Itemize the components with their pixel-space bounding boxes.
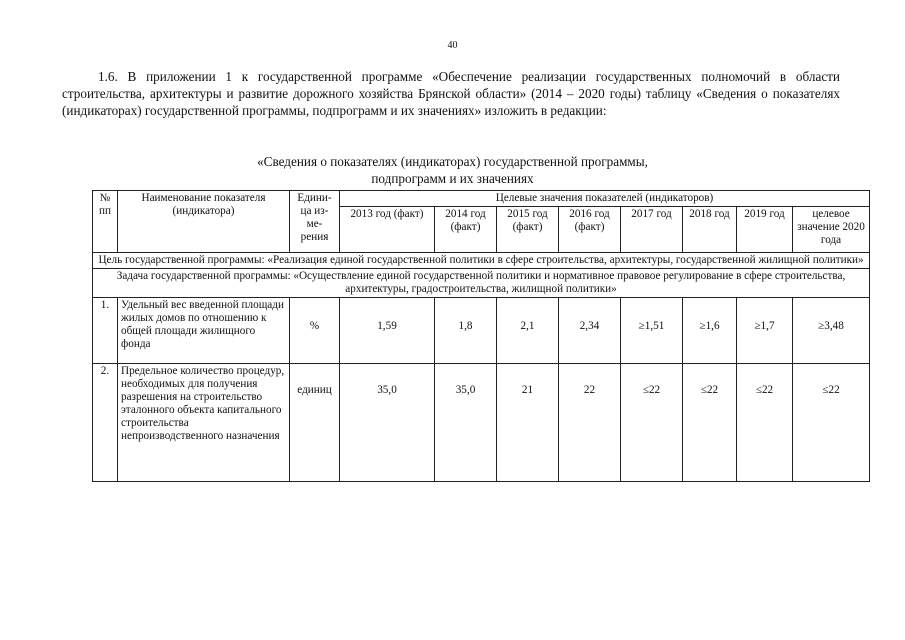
row-num: 2.	[93, 364, 118, 482]
row-name: Предельное количество процедур, необходимых для получения разрешения на строительство эталонного объекта капитального строительства непроизводственного назначения	[118, 364, 290, 482]
indicators-table	[92, 190, 870, 482]
value-cell: 21	[497, 364, 559, 482]
caption-line-1: «Сведения о показателях (индикаторах) государственной программы,	[257, 154, 648, 169]
value-cell: 1,59	[340, 298, 435, 364]
value-cell: ≤22	[737, 364, 793, 482]
value-cell: ≥1,7	[737, 298, 793, 364]
task-text: Задача государственной программы: «Осуществление единой государственной политики и нормативное правовое регулирование в сфере строительства, архитектуры, градостроительства, жилищной политики»	[93, 269, 870, 298]
value-cell: ≤22	[683, 364, 737, 482]
table-caption	[0, 153, 905, 187]
value-cell: ≥1,51	[621, 298, 683, 364]
header-target-values: Целевые значения показателей (индикаторов)	[340, 191, 870, 207]
row-unit: %	[290, 298, 340, 364]
intro-paragraph: 1.6. В приложении 1 к государственной программе «Обеспечение реализации государственных полномочий в области строительства, архитектуры и развитие дорожного хозяйства Брянской области» (2014 – 2020 годы) таблицу «Сведения о показателях (индикаторах) государственной программы, подпрограмм и их значениях» изложить в редакции:	[62, 69, 840, 118]
value-cell: 2,1	[497, 298, 559, 364]
value-cell: 35,0	[435, 364, 497, 482]
header-year-2019: 2019 год	[737, 207, 793, 253]
value-cell: ≥1,6	[683, 298, 737, 364]
goal-row	[93, 253, 870, 269]
row-unit: единиц	[290, 364, 340, 482]
header-year-2020-target: целевое значение 2020 года	[793, 207, 870, 253]
header-year-2015: 2015 год (факт)	[497, 207, 559, 253]
value-cell: ≥3,48	[793, 298, 870, 364]
value-cell: 1,8	[435, 298, 497, 364]
header-year-2013: 2013 год (факт)	[340, 207, 435, 253]
value-cell: ≤22	[621, 364, 683, 482]
row-num: 1.	[93, 298, 118, 364]
header-year-2014: 2014 год (факт)	[435, 207, 497, 253]
caption-line-2: подпрограмм и их значениях	[371, 171, 534, 186]
value-cell: 2,34	[559, 298, 621, 364]
task-row	[93, 269, 870, 298]
page-number: 40	[447, 40, 458, 51]
table-row	[93, 298, 870, 364]
value-cell: 35,0	[340, 364, 435, 482]
value-cell: 22	[559, 364, 621, 482]
header-year-2017: 2017 год	[621, 207, 683, 253]
header-name: Наименование показателя (индикатора)	[118, 191, 290, 253]
header-unit: Едини-ца из-ме-рения	[290, 191, 340, 253]
row-name: Удельный вес введенной площади жилых домов по отношению к общей площади жилищного фонда	[118, 298, 290, 364]
header-num: № пп	[93, 191, 118, 253]
header-year-2018: 2018 год	[683, 207, 737, 253]
value-cell: ≤22	[793, 364, 870, 482]
header-year-2016: 2016 год (факт)	[559, 207, 621, 253]
table-row	[93, 364, 870, 482]
header-row-1	[93, 191, 870, 207]
goal-text: Цель государственной программы: «Реализация единой государственной политики в сфере строительства, архитектуры, государственной жилищной политики»	[93, 253, 870, 269]
